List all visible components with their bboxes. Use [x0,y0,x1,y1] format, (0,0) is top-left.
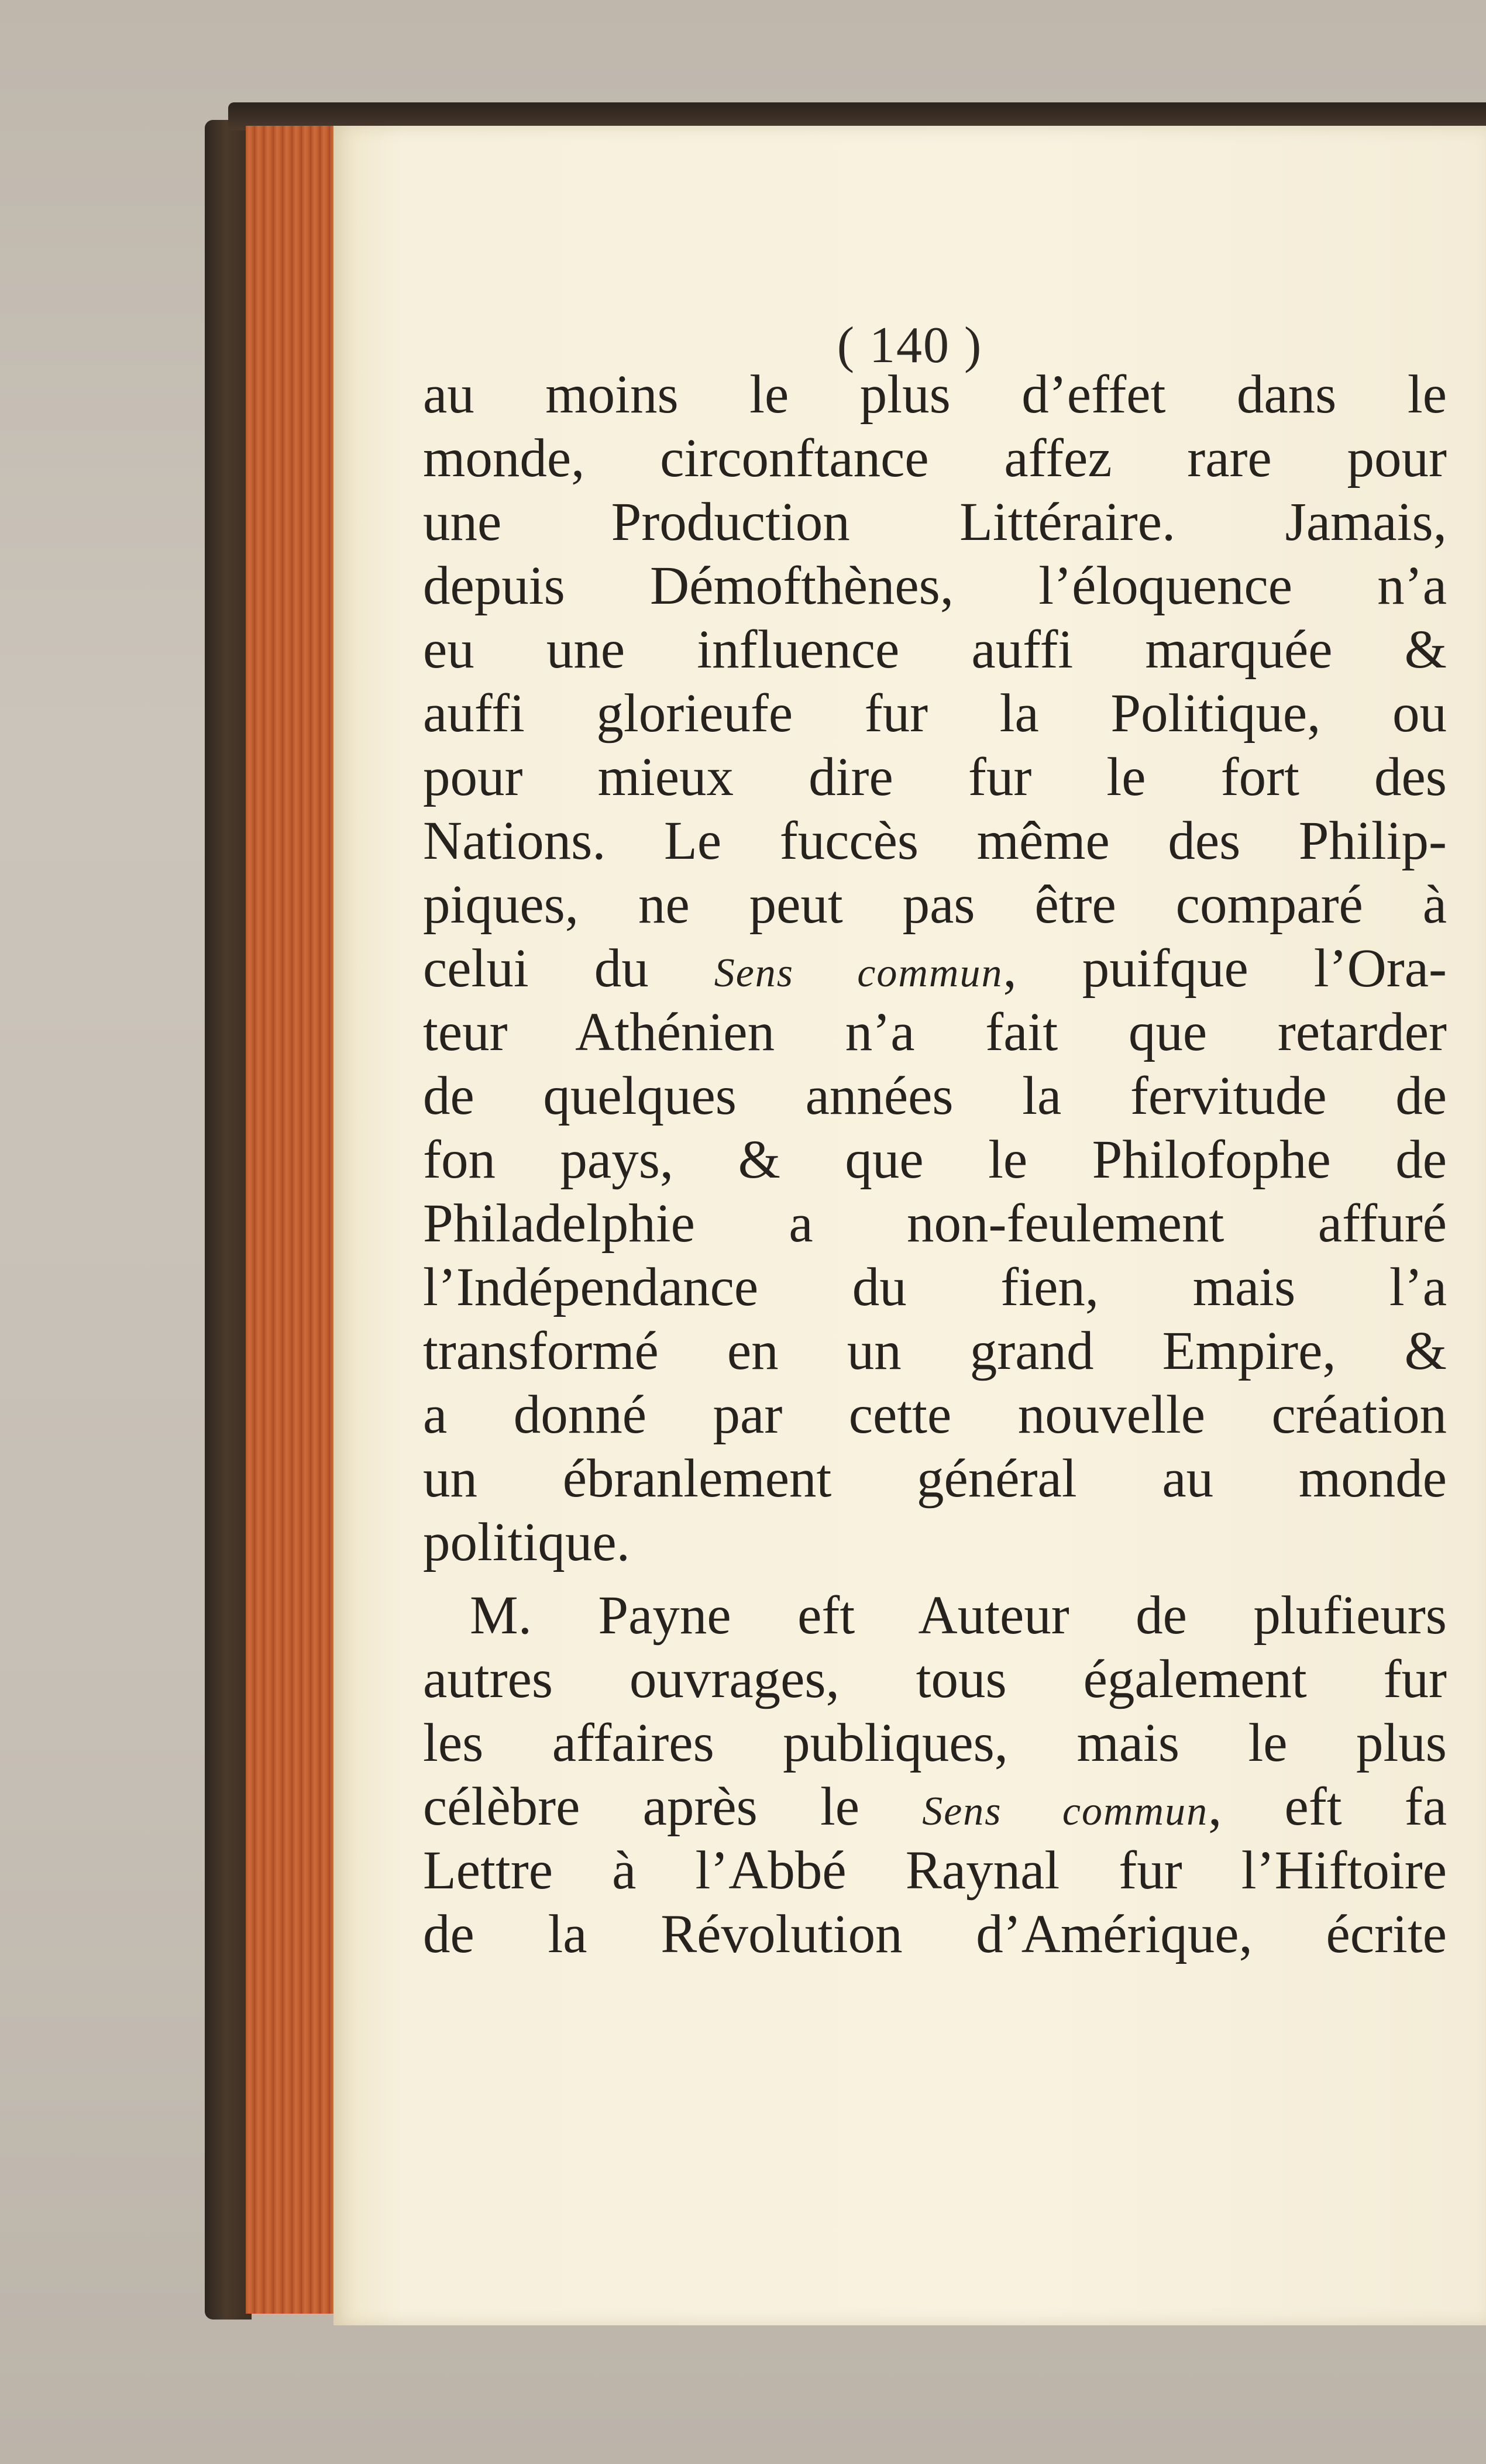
page-text [423,363,1447,1966]
text-segment: fon pays, & que le Philofophe de [423,1130,1447,1190]
text-segment: les affaires publiques, mais le plus [423,1713,1447,1773]
text-line [423,363,1447,426]
text-segment: , puifque l’Ora- [1003,938,1447,999]
text-line [423,426,1447,490]
text-segment: de quelques années la fervitude de [423,1066,1447,1126]
text-line [423,937,1447,1000]
text-line [423,1447,1447,1510]
text-line [423,618,1447,682]
text-segment: un ébranlement général au monde [423,1448,1447,1509]
text-line [423,1510,1447,1574]
text-segment: de la Révolution d’Amérique, écrite [423,1904,1447,1964]
paragraph-gap [423,1574,1447,1584]
text-line [423,1000,1447,1064]
text-segment: politique. [423,1512,630,1572]
text-line [423,1839,1447,1902]
page-edges [246,126,336,2314]
text-segment: depuis Démofthènes, l’éloquence n’a [423,556,1447,616]
text-line [423,1128,1447,1192]
text-segment: célèbre après le [423,1777,923,1837]
text-segment: a donné par cette nouvelle création [423,1385,1447,1445]
text-line [423,809,1447,873]
text-segment: Lettre à l’Abbé Raynal fur l’Hiftoire [423,1840,1447,1901]
text-segment: , eft fa [1208,1777,1447,1837]
text-segment: au moins le plus d’effet dans le [423,364,1447,425]
text-line [423,682,1447,745]
italic-title: Sens commun [922,1789,1209,1834]
text-segment: transformé en un grand Empire, & [423,1321,1447,1381]
text-line [423,1255,1447,1319]
text-segment: une Production Littéraire. Jamais, [423,492,1447,552]
text-line [423,1902,1447,1966]
text-line [423,1319,1447,1383]
text-segment: Philadelphie a non-feulement affuré [423,1193,1447,1254]
text-segment: M. Payne eft Auteur de plufieurs [470,1585,1447,1646]
text-segment: teur Athénien n’a fait que retarder [423,1002,1447,1062]
text-line [423,490,1447,554]
text-segment: l’Indépendance du fien, mais l’a [423,1257,1447,1317]
text-segment: eu une influence auffi marquée & [423,620,1447,680]
text-segment: pour mieux dire fur le fort des [423,747,1447,807]
text-segment: celui du [423,938,714,999]
paragraph [423,363,1447,1574]
text-segment: auffi glorieufe fur la Politique, ou [423,683,1447,744]
text-line [423,554,1447,618]
text-line [423,1192,1447,1255]
page-number: ( 140 ) [837,317,983,374]
text-segment: piques, ne peut pas être comparé à [423,875,1447,935]
text-line [423,1383,1447,1447]
text-segment: monde, circonftance affez rare pour [423,428,1447,488]
text-line [423,1711,1447,1775]
text-segment: autres ouvrages, tous également fur [423,1649,1447,1709]
text-line [423,873,1447,937]
text-line [423,745,1447,809]
text-segment: Nations. Le fuccès même des Philip- [423,811,1447,871]
text-line [423,1775,1447,1839]
book-spine [205,120,252,2320]
italic-title: Sens commun [714,951,1003,996]
text-line [423,1584,1447,1647]
text-line [423,1647,1447,1711]
text-line [423,1064,1447,1128]
paragraph [423,1584,1447,1966]
